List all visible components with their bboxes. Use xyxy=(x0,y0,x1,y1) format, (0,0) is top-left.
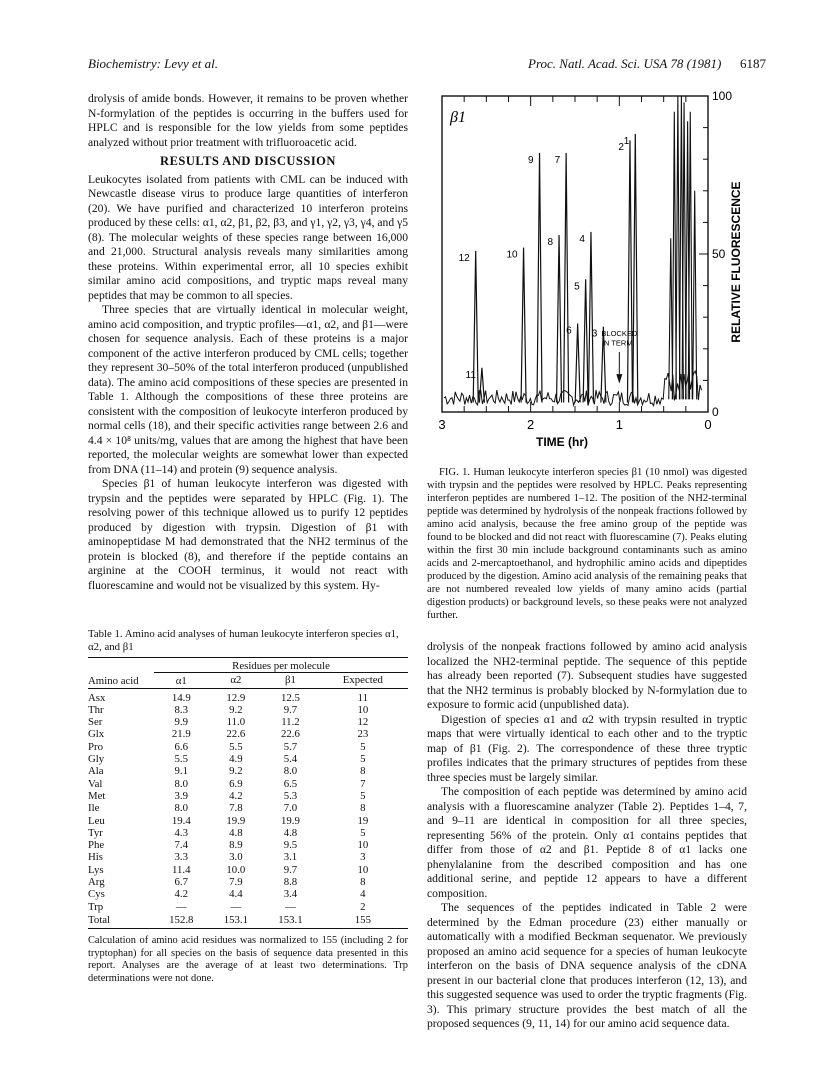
residue-value: 11 xyxy=(357,691,369,704)
residue-value: 8.0 xyxy=(283,765,298,778)
peak-label: 7 xyxy=(554,154,561,166)
x-tick-label: 3 xyxy=(438,417,446,432)
residue-value: 8 xyxy=(360,876,366,889)
paragraph-right-2: Digestion of species α1 and α2 with trypsin resulted in tryptic maps that were virtually identical to each other and to the tryptic map of β1 (Fig. 2). The correspondence of these three tryptic profiles indicates that the primary structures of peptides from these three species must be largely similar. xyxy=(427,712,747,784)
page-number: 6187 xyxy=(740,56,766,71)
residue-value: 8.3 xyxy=(174,703,189,716)
amino-acid-name: Ala xyxy=(88,765,104,778)
residue-value: 6.6 xyxy=(174,740,189,753)
header-expected: Expected xyxy=(342,674,383,687)
amino-acid-name: Glx xyxy=(88,728,105,741)
residue-value: 5 xyxy=(360,826,366,839)
table-row xyxy=(88,876,408,888)
residue-value: 5 xyxy=(360,740,366,753)
chromatogram-chart xyxy=(422,84,752,464)
table-row xyxy=(88,913,408,926)
table-row xyxy=(88,778,408,790)
header-beta1: β1 xyxy=(284,674,296,687)
residue-value: 5.7 xyxy=(283,740,298,753)
amino-acid-name: Met xyxy=(88,789,106,802)
amino-acid-name: Ile xyxy=(88,802,100,815)
species-label: β1 xyxy=(450,109,466,126)
residue-value: 8.0 xyxy=(174,802,189,815)
residue-value: 23 xyxy=(357,728,369,741)
residue-value: 3.4 xyxy=(283,888,298,901)
residue-value: 12 xyxy=(357,716,369,729)
table-row xyxy=(88,790,408,802)
residue-value: 19 xyxy=(357,814,369,827)
x-tick-label: 2 xyxy=(527,417,535,432)
residue-value: 8.8 xyxy=(283,876,298,889)
amino-acid-name: Asx xyxy=(88,691,106,704)
paragraph-right-4: The sequences of the peptides indicated in Table 2 were determined by the Edman procedure (23) either manually or automatically with a modified Beckman sequenator. We previously proposed an amino acid sequence for a species of human leukocyte interferon on the basis of DNA sequence analysis of the cDNA present in our bacterial clone that produces interferon (12, 13), and this suggested sequence was used to order the tryptic fragments (Fig. 3). This primary structure provides the best match of all the proposed sequences (9, 11, 14) for our amino acid sequence data. xyxy=(427,901,747,1030)
table-body xyxy=(88,692,408,927)
residue-value: 8 xyxy=(360,765,366,778)
amino-acid-name: Trp xyxy=(88,900,104,913)
residue-value: 153.1 xyxy=(278,913,303,926)
residue-value: 8.9 xyxy=(229,839,243,852)
peak-label: 12 xyxy=(458,252,470,264)
residue-value: 152.8 xyxy=(169,913,194,926)
residue-value: — xyxy=(230,900,242,913)
y-axis-label: RELATIVE FLUORESCENCE xyxy=(729,181,743,343)
figure-1 xyxy=(422,84,752,464)
residue-value: 2 xyxy=(360,900,366,913)
residue-value: 7 xyxy=(360,777,366,790)
peak-label: 8 xyxy=(547,237,554,249)
paragraph-results-2: Three species that are virtually identical in molecular weight, amino acid composition, and tryptic profiles—α1, α2, and β1—were chosen for sequence analysis. Each of these proteins is a major component of the active interferon produced by CML cells; together they represent 30–50% of the total interferon produced (unpublished data). The amino acid compositions of these species are presented in Table 1. Although the compositions of these three proteins are consistent with the composition of leukocyte interferon produced by normal cells (18), and their specific activities range between 2.6 and 4.4 × 10⁸ units/mg, values that are among the highest that have been reported, the molecular weights are somewhat lower than expected from DNA (11–14) and protein (9) sequence analysis. xyxy=(88,303,408,476)
peak-6 xyxy=(575,324,580,403)
blocked-label: BLOCKED xyxy=(601,329,638,339)
peak-label: 10 xyxy=(506,249,518,261)
plot-frame xyxy=(442,96,708,412)
table-row xyxy=(88,827,408,839)
peak-10 xyxy=(521,248,526,403)
residue-value: 3.1 xyxy=(283,851,298,864)
amino-acid-name: Val xyxy=(88,777,103,790)
residue-value: 10.0 xyxy=(226,863,246,876)
running-header-journal: Proc. Natl. Acad. Sci. USA 78 (1981) xyxy=(528,56,722,71)
amino-acid-name: Tyr xyxy=(88,826,103,839)
residue-value: 3.3 xyxy=(174,851,189,864)
amino-acid-name: Cys xyxy=(88,888,105,901)
residue-value: 12.5 xyxy=(280,691,300,704)
residue-value: 11.0 xyxy=(226,716,246,729)
left-column xyxy=(88,92,408,593)
x-tick-label: 0 xyxy=(704,417,712,432)
table-row xyxy=(88,851,408,863)
right-column xyxy=(427,640,747,1032)
residue-value: 11.2 xyxy=(281,716,300,729)
paragraph-continuation: drolysis of amide bonds. However, it remains to be proven whether N-formylation of the peptides is occurring in the buffers used for HPLC and is responsible for the low yields from some peptides analyzed without prior treatment with trifluoroacetic acid. xyxy=(88,92,408,149)
y-tick-label: 100 xyxy=(712,89,733,103)
amino-acid-name: Gly xyxy=(88,753,105,766)
residue-value: 5.4 xyxy=(283,753,298,766)
residue-value: 19.9 xyxy=(280,814,300,827)
amino-acid-name: Lys xyxy=(88,863,104,876)
section-title: RESULTS AND DISCUSSION xyxy=(160,154,336,168)
residue-value: 12.9 xyxy=(226,691,246,704)
running-header-authors: Biochemistry: Levy et al. xyxy=(88,56,218,71)
residue-value: 7.0 xyxy=(283,802,298,815)
amino-acid-name: His xyxy=(88,851,103,864)
residue-value: 5 xyxy=(360,789,366,802)
table-row xyxy=(88,753,408,765)
residue-value: 8 xyxy=(360,802,366,815)
figure-caption xyxy=(427,466,747,622)
residue-value: 6.5 xyxy=(283,777,298,790)
table-row xyxy=(88,741,408,753)
contaminant-peak xyxy=(688,112,692,400)
paragraph-right-1: drolysis of the nonpeak fractions followed by amino acid analysis localized the NH2-terminal peptide. The sequence of this peptide has already been reported (7). Subsequent studies have suggested that the NH2 terminus is probably blocked by N-formylation due to exposure to formic acid (unpublished data). xyxy=(427,640,747,711)
residue-value: 4.9 xyxy=(229,753,243,766)
table-row xyxy=(88,839,408,851)
x-tick-label: 1 xyxy=(615,417,623,432)
peak-label: 9 xyxy=(527,154,534,166)
peak-2 xyxy=(627,140,632,402)
x-axis-label: TIME (hr) xyxy=(536,435,588,449)
residue-value: 153.1 xyxy=(223,913,249,926)
residue-value: 4.2 xyxy=(229,789,243,802)
residue-value: 9.7 xyxy=(283,863,298,876)
amino-acid-name: Total xyxy=(88,913,111,926)
residue-value: 7.8 xyxy=(229,802,243,815)
table-1 xyxy=(88,628,408,986)
residue-value: 5.3 xyxy=(283,789,298,802)
residue-value: 8.0 xyxy=(174,777,189,790)
residue-value: 6.7 xyxy=(174,876,189,889)
residue-value: 4 xyxy=(360,888,366,901)
residue-value: 7.4 xyxy=(174,839,189,852)
table-row xyxy=(88,704,408,716)
residue-value: 9.2 xyxy=(229,765,243,778)
residue-value: 14.9 xyxy=(171,691,191,704)
residue-value: 19.4 xyxy=(171,814,191,827)
residue-value: 4.8 xyxy=(283,826,298,839)
residue-value: 21.9 xyxy=(171,728,191,741)
table-title: Table 1. Amino acid analyses of human leukocyte interferon species α1, α2, and β1 xyxy=(88,628,399,653)
amino-acid-name: Ser xyxy=(88,716,103,729)
header-alpha2: α2 xyxy=(230,674,242,687)
residue-value: — xyxy=(285,900,296,913)
residue-value: 22.6 xyxy=(226,728,246,741)
residue-value: 155 xyxy=(354,913,371,926)
peak-5 xyxy=(583,279,588,402)
header-residues-per-molecule: Residues per molecule xyxy=(154,658,408,673)
header-amino-acid: Amino acid xyxy=(88,675,139,688)
residue-value: 3.9 xyxy=(174,789,189,802)
residue-value: 5 xyxy=(360,753,366,766)
peak-9 xyxy=(537,153,542,403)
contaminant-peak xyxy=(693,191,697,400)
paragraph-results-3: Species β1 of human leukocyte interferon was digested with trypsin and the peptides were separated by HPLC (Fig. 1). The resolving power of this technique allowed us to purify 12 peptides produced by digestion with trypsin. Digestion of β1 with aminopeptidase M had demonstrated that the NH2 terminus of the protein is blocked (8), and therefore if the peptide contains an arginine at the COOH terminus, it would not react with fluorescamine and would not be visualized by this system. Hy- xyxy=(88,477,408,592)
peak-label: 4 xyxy=(579,233,585,245)
amino-acid-name: Leu xyxy=(88,814,105,827)
blocked-arrow-head xyxy=(616,374,622,383)
residue-value: 4.2 xyxy=(174,888,189,901)
table-row xyxy=(88,765,408,777)
residue-value: 3.0 xyxy=(229,851,243,864)
peak-label: 2 xyxy=(618,142,624,154)
residue-value: 9.2 xyxy=(229,703,243,716)
residue-value: 10 xyxy=(357,703,369,716)
residue-value: 11.4 xyxy=(172,863,191,876)
table-row xyxy=(88,802,408,814)
residue-value: 5.5 xyxy=(229,740,243,753)
peak-label: 6 xyxy=(566,325,572,337)
peak-8 xyxy=(557,235,562,402)
table-row xyxy=(88,692,408,704)
table-row xyxy=(88,815,408,827)
residue-value: 9.5 xyxy=(283,839,298,852)
peak-label: 1 xyxy=(623,135,630,147)
residue-value: 19.9 xyxy=(226,814,246,827)
n-term-label: N TERM. xyxy=(603,338,635,348)
amino-acid-name: Phe xyxy=(88,839,105,852)
amino-acid-name: Arg xyxy=(88,876,105,889)
residue-value: 4.3 xyxy=(174,826,189,839)
residue-value: 9.9 xyxy=(174,716,189,729)
residue-value: 6.9 xyxy=(229,777,243,790)
table-row xyxy=(88,716,408,728)
residue-value: 7.9 xyxy=(229,876,243,889)
peak-label: 3 xyxy=(591,328,598,340)
amino-acid-table xyxy=(88,657,408,926)
peak-4 xyxy=(588,232,593,403)
residue-value: 3 xyxy=(360,851,366,864)
residue-value: 4.4 xyxy=(229,888,243,901)
residue-value: 4.8 xyxy=(229,826,243,839)
paragraph-results-1: Leukocytes isolated from patients with CML can be induced with Newcastle disease virus to produce large quantities of interferon (20). We have purified and characterized 10 interferon proteins produced by these cells: α1, α2, β1, β2, β3, and γ1, γ2, γ3, γ4, and γ5 (8). The molecular weights of these species range between 16,000 and 21,000. Structural analysis reveals many similarities among these proteins. Within experimental error, all 10 species exhibit similar amino acid compositions, and tryptic maps reveal many peptides that may be common to all species. xyxy=(88,172,408,302)
table-row xyxy=(88,864,408,876)
residue-value: 10 xyxy=(357,863,369,876)
amino-acid-name: Thr xyxy=(88,703,104,716)
residue-value: 9.1 xyxy=(174,765,189,778)
table-row xyxy=(88,901,408,913)
paragraph-right-3: The composition of each peptide was determined by amino acid analysis with a fluorescamine analyzer (Table 2). Peptides 1–4, 7, and 9–11 are identical in composition for all three species, representing 56% of the protein. Only α1 contains peptides that differ from those of α2 and β1. Peptide 8 of α1 lacks one phenylalanine from the described composition and has one additional serine, and peptide 12 appears to have a different composition. xyxy=(427,785,747,900)
residue-value: 5.5 xyxy=(174,753,189,766)
residue-value: 10 xyxy=(357,839,369,852)
amino-acid-name: Pro xyxy=(88,740,103,753)
residue-value: 22.6 xyxy=(280,728,300,741)
y-tick-label: 0 xyxy=(712,405,719,419)
table-row xyxy=(88,888,408,900)
header-alpha1: α1 xyxy=(175,675,187,688)
table-footnote: Calculation of amino acid residues was normalized to 155 (including 2 for tryptophan) for all species on the basis of sequence data presented in this report. Analyses are the average of at least two determinations. Trp determinations were not done. xyxy=(88,935,408,985)
peak-7 xyxy=(564,153,569,403)
peak-label: 5 xyxy=(574,281,580,293)
residue-value: — xyxy=(175,900,187,913)
table-row xyxy=(88,728,408,740)
peak-label: 11 xyxy=(465,369,476,381)
y-tick-label: 50 xyxy=(712,247,726,261)
peak-1 xyxy=(633,134,638,403)
residue-value: 9.7 xyxy=(283,703,298,716)
figure-caption-text: FIG. 1. Human leukocyte interferon species β1 (10 nmol) was digested with trypsin and the peptides were resolved by HPLC. Peaks representing interferon peptides are numbered 1–12. The position of the NH2-terminal peptide was determined by hydrolysis of the nonpeak fractions followed by amino acid analysis, because the free amino group of the peptide was found to be blocked and did not react with fluorescamine (7). Peaks eluting within the first 30 min include background contaminants such as amino acids and 2-mercaptoethanol, and hydrophilic amino acids and dipeptides produced by the digestion. Amino acid analysis of the remaining peaks that are not numbered revealed low yields of many amino acids (partial digestion products) or background levels, so these peaks were not analyzed further. xyxy=(427,467,747,621)
